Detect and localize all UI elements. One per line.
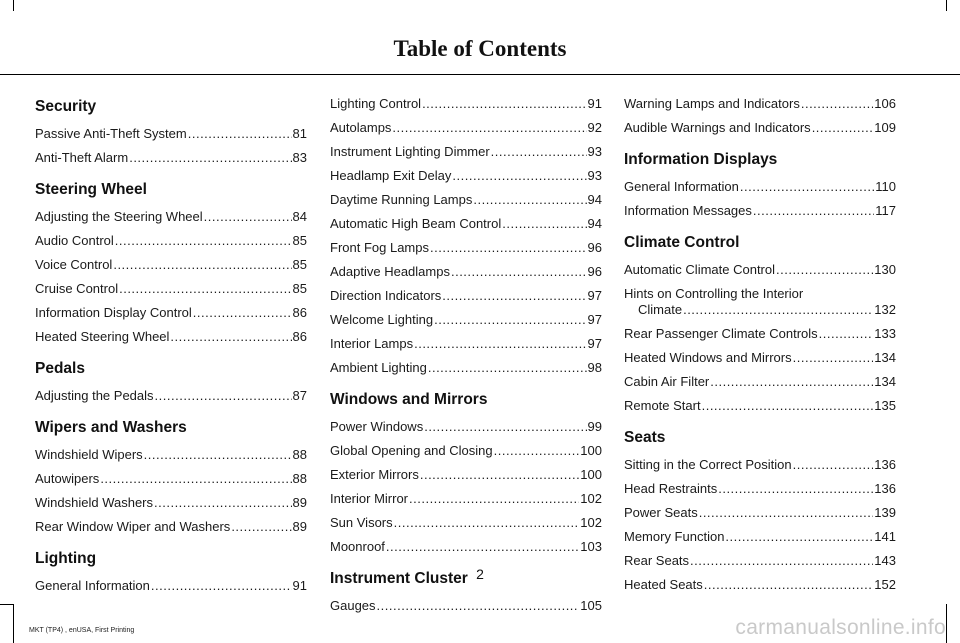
dot-leader (451, 264, 587, 280)
toc-entry[interactable] (624, 374, 896, 390)
toc-entry[interactable] (330, 264, 602, 280)
toc-entry[interactable] (330, 312, 602, 328)
toc-entry-page: 85 (292, 233, 307, 248)
toc-entry-page: 88 (292, 471, 307, 486)
toc-entry[interactable] (624, 505, 896, 521)
toc-entry-title: Warning Lamps and Indicators (624, 96, 800, 111)
toc-entry[interactable] (35, 281, 307, 297)
section-heading: Steering Wheel (35, 181, 147, 198)
dot-leader (776, 262, 873, 278)
toc-entry[interactable] (35, 471, 307, 487)
dot-leader (154, 495, 292, 511)
watermark: carmanualsonline.info (735, 616, 946, 639)
toc-entry-title: Autowipers (35, 471, 100, 486)
toc-entry[interactable] (330, 288, 602, 304)
dot-leader (144, 447, 292, 463)
toc-entry[interactable] (624, 179, 896, 195)
toc-entry-page: 136 (874, 481, 896, 496)
toc-entry-page: 88 (292, 447, 307, 462)
toc-entry-title: Head Restraints (624, 481, 718, 496)
toc-entry-page: 141 (874, 529, 896, 544)
toc-entry-page: 99 (587, 419, 602, 434)
toc-entry[interactable] (330, 216, 602, 232)
toc-entry-title: Audio Control (35, 233, 114, 248)
toc-entry-title: Rear Window Wiper and Washers (35, 519, 231, 534)
toc-entry-title: Adjusting the Steering Wheel (35, 209, 203, 224)
toc-entry-title: Heated Windows and Mirrors (624, 350, 792, 365)
toc-entry-title: Instrument Lighting Dimmer (330, 144, 490, 159)
toc-entry-page: 100 (580, 443, 602, 458)
toc-entry-page: 93 (587, 144, 602, 159)
dot-leader (170, 329, 291, 345)
toc-entry[interactable] (330, 443, 602, 459)
dot-leader (452, 168, 586, 184)
dot-leader (702, 398, 874, 414)
dot-leader (100, 471, 291, 487)
toc-column-1 (35, 96, 307, 607)
toc-entry-page: 143 (874, 553, 896, 568)
toc-entry-title: Exterior Mirrors (330, 467, 419, 482)
dot-leader (442, 288, 586, 304)
dot-leader (434, 312, 586, 328)
toc-entry-title: Memory Function (624, 529, 725, 544)
dot-leader (392, 120, 586, 136)
toc-entry-page: 89 (292, 519, 307, 534)
dot-leader (422, 96, 586, 112)
toc-entry-page: 86 (292, 329, 307, 344)
toc-entry-title: Windshield Washers (35, 495, 154, 510)
toc-entry-title: Direction Indicators (330, 288, 442, 303)
dot-leader (473, 192, 586, 208)
toc-entry[interactable] (624, 120, 896, 136)
dot-leader (793, 350, 874, 366)
toc-entry[interactable] (624, 326, 896, 342)
toc-entry-title: General Information (624, 179, 739, 194)
toc-entry[interactable] (35, 257, 307, 273)
toc-entry-page: 86 (292, 305, 307, 320)
toc-entry[interactable] (35, 305, 307, 321)
toc-entry-page: 100 (580, 467, 602, 482)
toc-entry-page: 106 (874, 96, 896, 111)
dot-leader (491, 144, 587, 160)
toc-entry-page: 102 (580, 515, 602, 530)
toc-entry-title: General Information (35, 578, 150, 593)
toc-entry-title: Welcome Lighting (330, 312, 434, 327)
toc-entry-title: Rear Passenger Climate Controls (624, 326, 818, 341)
toc-entry[interactable] (35, 233, 307, 249)
dot-leader (409, 491, 579, 507)
toc-section (624, 149, 896, 219)
toc-entry-page: 87 (292, 388, 307, 403)
dot-leader (386, 539, 579, 555)
toc-entry-page: 89 (292, 495, 307, 510)
toc-entry[interactable] (35, 519, 307, 535)
section-heading: Wipers and Washers (35, 419, 187, 436)
toc-entry[interactable] (35, 150, 307, 166)
toc-entry-page: 130 (874, 262, 896, 277)
toc-section (624, 96, 896, 136)
crop-mark-bottom-left-h (0, 604, 14, 605)
toc-entry[interactable] (330, 96, 602, 112)
toc-entry-page: 134 (874, 350, 896, 365)
toc-entry[interactable] (624, 96, 896, 112)
toc-entry-page: 93 (587, 168, 602, 183)
toc-entry-title: Windshield Wipers (35, 447, 143, 462)
toc-entry[interactable] (624, 203, 896, 219)
toc-entry-page: 134 (874, 374, 896, 389)
toc-entry-page: 91 (587, 96, 602, 111)
toc-section (624, 232, 896, 414)
dot-leader (812, 120, 874, 136)
dot-leader (740, 179, 874, 195)
toc-entry-title: Interior Mirror (330, 491, 409, 506)
toc-column-3 (624, 96, 896, 606)
toc-entry-title: Front Fog Lamps (330, 240, 429, 255)
page-title: Table of Contents (393, 36, 567, 61)
toc-entry-title: Ambient Lighting (330, 360, 427, 375)
toc-entry[interactable] (624, 262, 896, 278)
toc-entry-page: 132 (874, 302, 896, 317)
toc-entry-page: 92 (587, 120, 602, 135)
toc-entry[interactable] (330, 192, 602, 208)
dot-leader (155, 388, 292, 404)
dot-leader (430, 240, 587, 256)
crop-mark-bottom-left (13, 604, 14, 643)
toc-entry[interactable] (330, 144, 602, 160)
toc-entry-title-cont: Climate (638, 302, 683, 317)
dot-leader (683, 302, 873, 318)
toc-entry-continuation (624, 302, 896, 318)
toc-entry[interactable] (624, 529, 896, 545)
dot-leader (424, 419, 586, 435)
toc-section (35, 179, 307, 345)
toc-entry-page: 133 (874, 326, 896, 341)
toc-entry[interactable] (624, 398, 896, 414)
section-heading: Instrument Cluster (330, 570, 468, 587)
toc-entry-title: Remote Start (624, 398, 701, 413)
toc-entry-title: Passive Anti-Theft System (35, 126, 187, 141)
dot-leader (753, 203, 874, 219)
toc-entry-page: 98 (587, 360, 602, 375)
toc-entry-page: 136 (874, 457, 896, 472)
toc-entry-title: Adjusting the Pedals (35, 388, 154, 403)
toc-entry-page: 135 (874, 398, 896, 413)
section-heading: Information Displays (624, 151, 778, 168)
toc-entry[interactable] (35, 126, 307, 142)
toc-entry-page: 85 (292, 257, 307, 272)
toc-entry[interactable] (330, 168, 602, 184)
toc-entry-title: Power Windows (330, 419, 424, 434)
toc-entry-page: 102 (580, 491, 602, 506)
toc-entry-page: 97 (587, 312, 602, 327)
dot-leader (801, 96, 873, 112)
toc-entry-page: 109 (874, 120, 896, 135)
dot-leader (129, 150, 291, 166)
toc-entry-page: 96 (587, 264, 602, 279)
toc-section (35, 96, 307, 166)
toc-entry-title: Autolamps (330, 120, 392, 135)
toc-entry[interactable] (330, 539, 602, 555)
toc-entry[interactable] (624, 457, 896, 473)
toc-entry[interactable] (624, 481, 896, 497)
toc-entry-title: Hints on Controlling the Interior (624, 286, 804, 301)
dot-leader (377, 598, 580, 614)
dot-leader (119, 281, 291, 297)
dot-leader (115, 233, 292, 249)
toc-entry[interactable] (624, 286, 896, 318)
toc-entry-title: Global Opening and Closing (330, 443, 493, 458)
dot-leader (231, 519, 291, 535)
section-heading: Lighting (35, 550, 97, 567)
toc-entry-page: 81 (292, 126, 307, 141)
toc-entry-title: Adaptive Headlamps (330, 264, 450, 279)
dot-leader (793, 457, 874, 473)
toc-section (330, 389, 602, 555)
toc-entry-title: Rear Seats (624, 553, 690, 568)
toc-entry-title: Interior Lamps (330, 336, 414, 351)
toc-entry-page: 117 (875, 203, 896, 218)
dot-leader (428, 360, 587, 376)
toc-section (330, 96, 602, 376)
toc-entry[interactable] (330, 419, 602, 435)
toc-entry[interactable] (330, 336, 602, 352)
toc-entry[interactable] (35, 495, 307, 511)
print-info: MKT (TP4) , enUSA, First Printing (29, 627, 135, 634)
toc-entry-title: Power Seats (624, 505, 698, 520)
crop-mark-top-left (13, 0, 14, 11)
dot-leader (718, 481, 873, 497)
toc-column-2 (330, 96, 602, 627)
toc-entry-title: Sitting in the Correct Position (624, 457, 792, 472)
toc-entry-title: Automatic High Beam Control (330, 216, 502, 231)
toc-entry-page: 139 (874, 505, 896, 520)
toc-entry-title: Heated Steering Wheel (35, 329, 170, 344)
toc-section (35, 417, 307, 535)
toc-entry-page: 152 (874, 577, 896, 592)
toc-entry-title: Sun Visors (330, 515, 393, 530)
toc-entry-page: 105 (580, 598, 602, 613)
page-number: 2 (476, 566, 484, 582)
toc-entry[interactable] (35, 329, 307, 345)
toc-entry-title: Gauges (330, 598, 376, 613)
toc-section (35, 358, 307, 404)
toc-entry[interactable] (330, 240, 602, 256)
toc-entry[interactable] (330, 491, 602, 507)
toc-entry[interactable] (330, 515, 602, 531)
section-heading: Security (35, 98, 97, 115)
toc-entry-title: Audible Warnings and Indicators (624, 120, 811, 135)
toc-entry-title: Lighting Control (330, 96, 422, 111)
toc-entry[interactable] (35, 388, 307, 404)
dot-leader (502, 216, 586, 232)
dot-leader (394, 515, 580, 531)
dot-leader (414, 336, 586, 352)
toc-entry-page: 103 (580, 539, 602, 554)
title-divider (0, 74, 960, 75)
toc-entry-page: 84 (292, 209, 307, 224)
toc-entry-title: Daytime Running Lamps (330, 192, 473, 207)
toc-entry-page: 85 (292, 281, 307, 296)
toc-entry-page: 110 (875, 179, 896, 194)
toc-entry-title: Voice Control (35, 257, 113, 272)
toc-entry-page: 83 (292, 150, 307, 165)
toc-entry-title: Automatic Climate Control (624, 262, 775, 277)
toc-entry[interactable] (35, 209, 307, 225)
section-heading: Windows and Mirrors (330, 391, 488, 408)
dot-leader (193, 305, 292, 321)
toc-entry[interactable] (330, 467, 602, 483)
dot-leader (494, 443, 580, 459)
toc-entry[interactable] (330, 360, 602, 376)
toc-entry-title: Information Display Control (35, 305, 192, 320)
toc-entry-title: Headlamp Exit Delay (330, 168, 452, 183)
crop-mark-bottom-right (946, 604, 947, 643)
toc-entry-page: 91 (292, 578, 307, 593)
dot-leader (725, 529, 873, 545)
dot-leader (819, 326, 874, 342)
toc-entry-title: Cabin Air Filter (624, 374, 710, 389)
dot-leader (699, 505, 874, 521)
toc-entry-title: Information Messages (624, 203, 752, 218)
toc-entry[interactable] (35, 447, 307, 463)
dot-leader (420, 467, 579, 483)
toc-entry[interactable] (624, 350, 896, 366)
toc-entry-title: Anti-Theft Alarm (35, 150, 129, 165)
section-heading: Seats (624, 429, 666, 446)
section-heading: Climate Control (624, 234, 740, 251)
toc-entry-page: 94 (587, 192, 602, 207)
toc-entry[interactable] (330, 120, 602, 136)
toc-entry[interactable] (330, 598, 602, 614)
crop-mark-top-right (946, 0, 947, 11)
dot-leader (204, 209, 292, 225)
toc-entry-page: 97 (587, 288, 602, 303)
dot-leader (710, 374, 873, 390)
section-heading: Pedals (35, 360, 85, 377)
toc-entry-page: 97 (587, 336, 602, 351)
toc-entry-title: Cruise Control (35, 281, 119, 296)
dot-leader (188, 126, 292, 142)
dot-leader (113, 257, 291, 273)
toc-entry-page: 94 (587, 216, 602, 231)
toc-entry-title: Moonroof (330, 539, 385, 554)
toc-entry-page: 96 (587, 240, 602, 255)
toc-entry-title: Heated Seats (624, 577, 703, 592)
